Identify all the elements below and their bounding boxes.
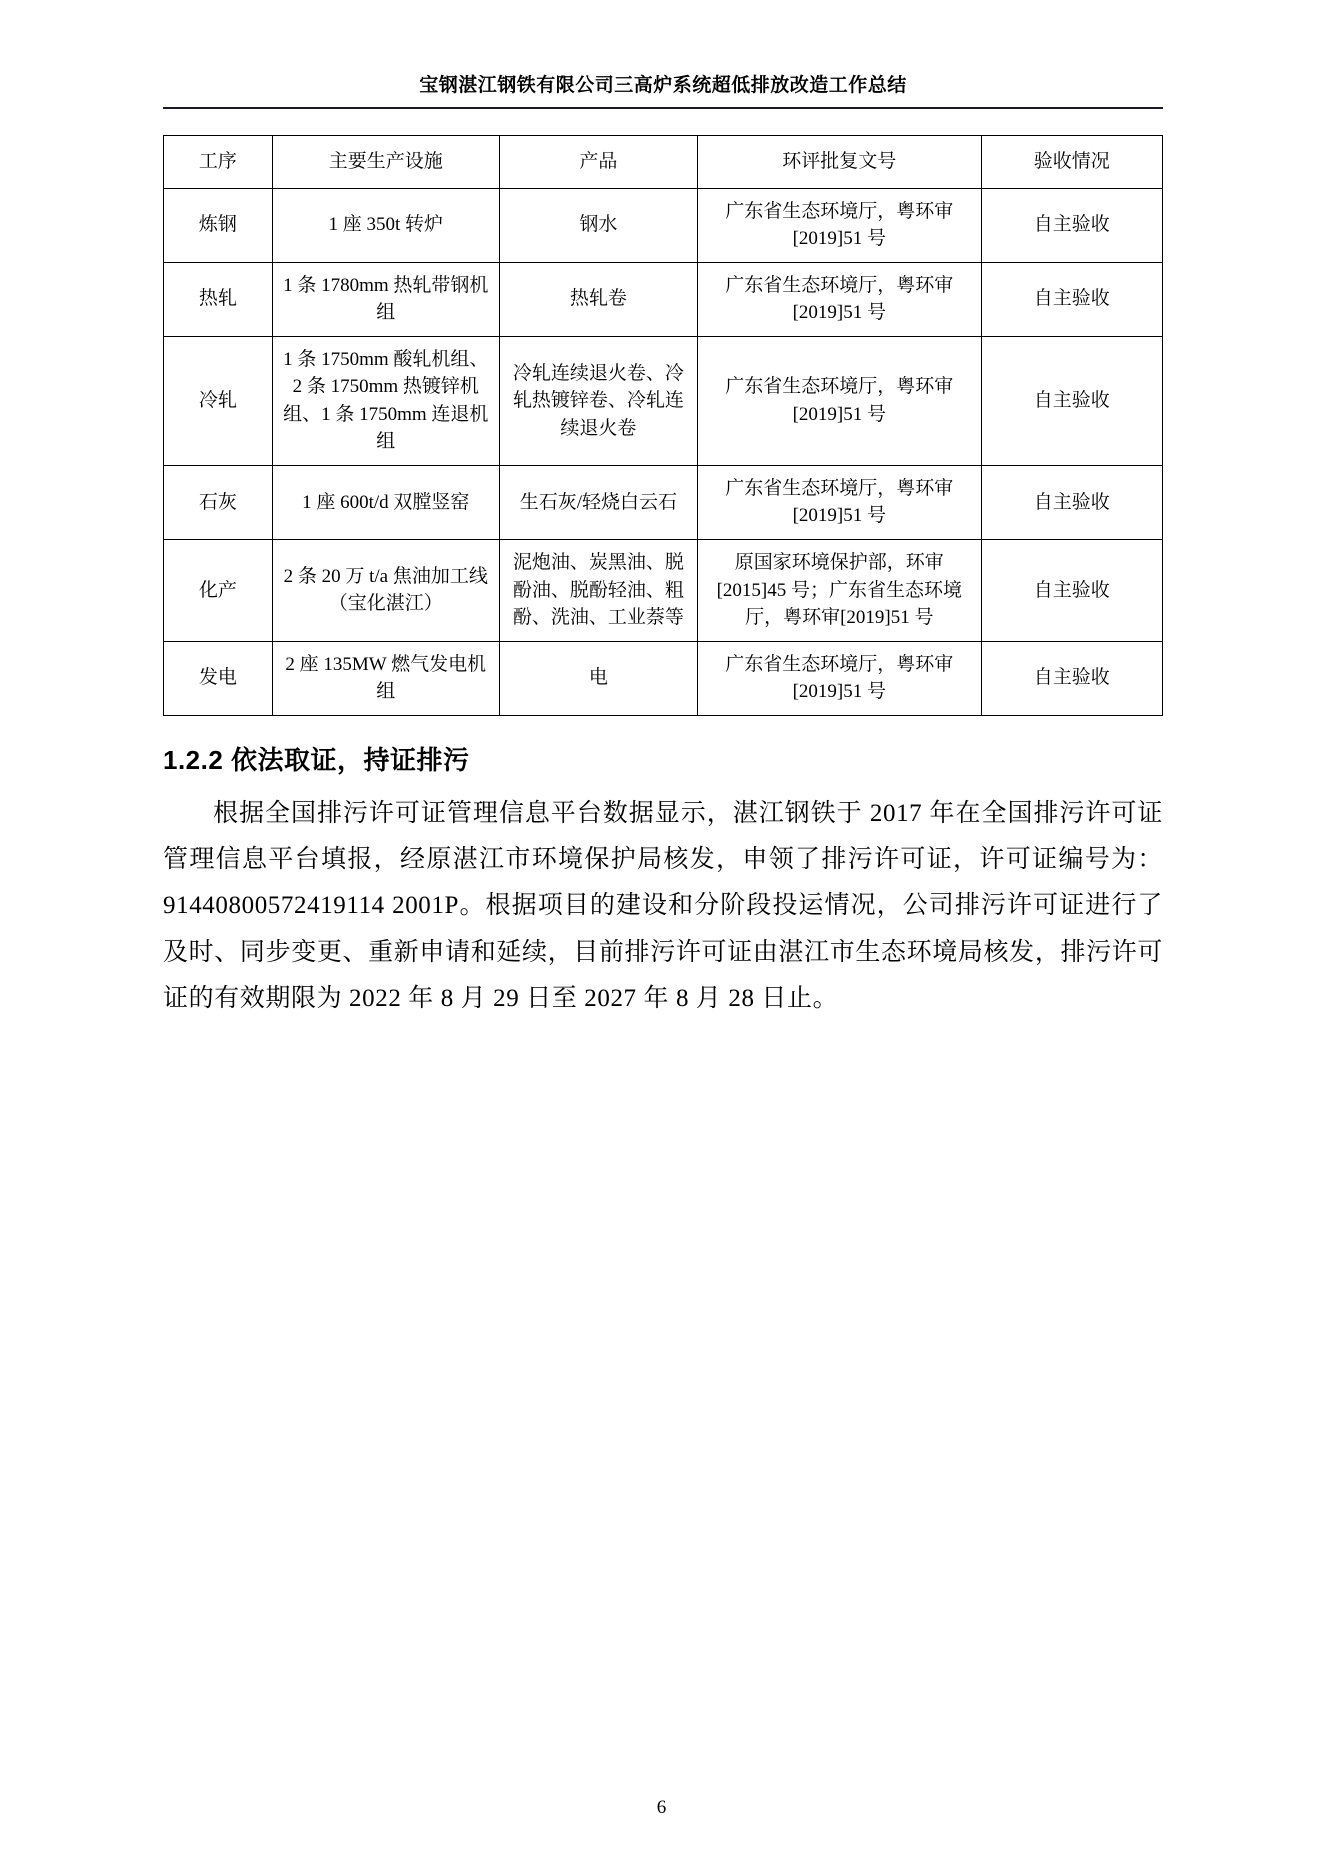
column-header-process: 工序 xyxy=(164,136,273,189)
cell-facility: 1 座 600t/d 双膛竖窑 xyxy=(272,465,499,539)
cell-process: 热轧 xyxy=(164,262,273,336)
cell-acceptance: 自主验收 xyxy=(981,641,1162,715)
section-heading: 1.2.2 依法取证，持证排污 xyxy=(163,744,470,775)
column-header-facility: 主要生产设施 xyxy=(272,136,499,189)
cell-process: 炼钢 xyxy=(164,188,273,262)
cell-product: 电 xyxy=(499,641,697,715)
cell-approval: 广东省生态环境厅，粤环审[2019]51 号 xyxy=(698,262,981,336)
cell-product: 冷轧连续退火卷、冷轧热镀锌卷、冷轧连续退火卷 xyxy=(499,336,697,465)
table-header-row xyxy=(164,136,1163,189)
table-row xyxy=(164,465,1163,539)
column-header-acceptance: 验收情况 xyxy=(981,136,1162,189)
cell-approval: 广东省生态环境厅，粤环审[2019]51 号 xyxy=(698,465,981,539)
cell-process: 化产 xyxy=(164,540,273,642)
table-row xyxy=(164,188,1163,262)
page-header-title: 宝钢湛江钢铁有限公司三高炉系统超低排放改造工作总结 xyxy=(419,75,907,96)
table-body xyxy=(164,188,1163,715)
cell-approval: 广东省生态环境厅，粤环审[2019]51 号 xyxy=(698,336,981,465)
table-row xyxy=(164,641,1163,715)
cell-approval: 广东省生态环境厅，粤环审[2019]51 号 xyxy=(698,641,981,715)
section-paragraph: 根据全国排污许可证管理信息平台数据显示，湛江钢铁于 2017 年在全国排污许可证管理信息平台填报，经原湛江市环境保护局核发，申领了排污许可证，许可证编号为：91440800572419114 2001P。根据项目的建设和分阶段投运情况，公司排污许可证进行了及时、同步变更、重新申请和延续，目前排污许可证由湛江市生态环境局核发，排污许可证的有效期限为 2022 年 8 月 29 日至 2027 年 8 月 28 日止。 xyxy=(163,799,1163,1012)
cell-approval: 广东省生态环境厅，粤环审[2019]51 号 xyxy=(698,188,981,262)
page-content xyxy=(163,70,1163,1022)
cell-product: 钢水 xyxy=(499,188,697,262)
cell-approval: 原国家环境保护部，环审[2015]45 号；广东省生态环境厅，粤环审[2019]51 号 xyxy=(698,540,981,642)
table-header xyxy=(164,136,1163,189)
cell-process: 石灰 xyxy=(164,465,273,539)
header-divider xyxy=(163,107,1163,109)
cell-acceptance: 自主验收 xyxy=(981,540,1162,642)
cell-facility: 1 条 1780mm 热轧带钢机组 xyxy=(272,262,499,336)
cell-product: 泥炮油、炭黑油、脱酚油、脱酚轻油、粗酚、洗油、工业萘等 xyxy=(499,540,697,642)
cell-acceptance: 自主验收 xyxy=(981,465,1162,539)
cell-acceptance: 自主验收 xyxy=(981,262,1162,336)
cell-process: 发电 xyxy=(164,641,273,715)
cell-facility: 2 座 135MW 燃气发电机组 xyxy=(272,641,499,715)
cell-product: 热轧卷 xyxy=(499,262,697,336)
page-number: 6 xyxy=(656,1797,667,1818)
table-row xyxy=(164,262,1163,336)
production-facilities-table xyxy=(163,135,1163,716)
cell-acceptance: 自主验收 xyxy=(981,188,1162,262)
cell-facility: 2 条 20 万 t/a 焦油加工线（宝化湛江） xyxy=(272,540,499,642)
table-row xyxy=(164,540,1163,642)
cell-acceptance: 自主验收 xyxy=(981,336,1162,465)
cell-facility: 1 条 1750mm 酸轧机组、2 条 1750mm 热镀锌机组、1 条 1750mm 连退机组 xyxy=(272,336,499,465)
cell-product: 生石灰/轻烧白云石 xyxy=(499,465,697,539)
cell-process: 冷轧 xyxy=(164,336,273,465)
table-row xyxy=(164,336,1163,465)
column-header-product: 产品 xyxy=(499,136,697,189)
cell-facility: 1 座 350t 转炉 xyxy=(272,188,499,262)
column-header-approval: 环评批复文号 xyxy=(698,136,981,189)
